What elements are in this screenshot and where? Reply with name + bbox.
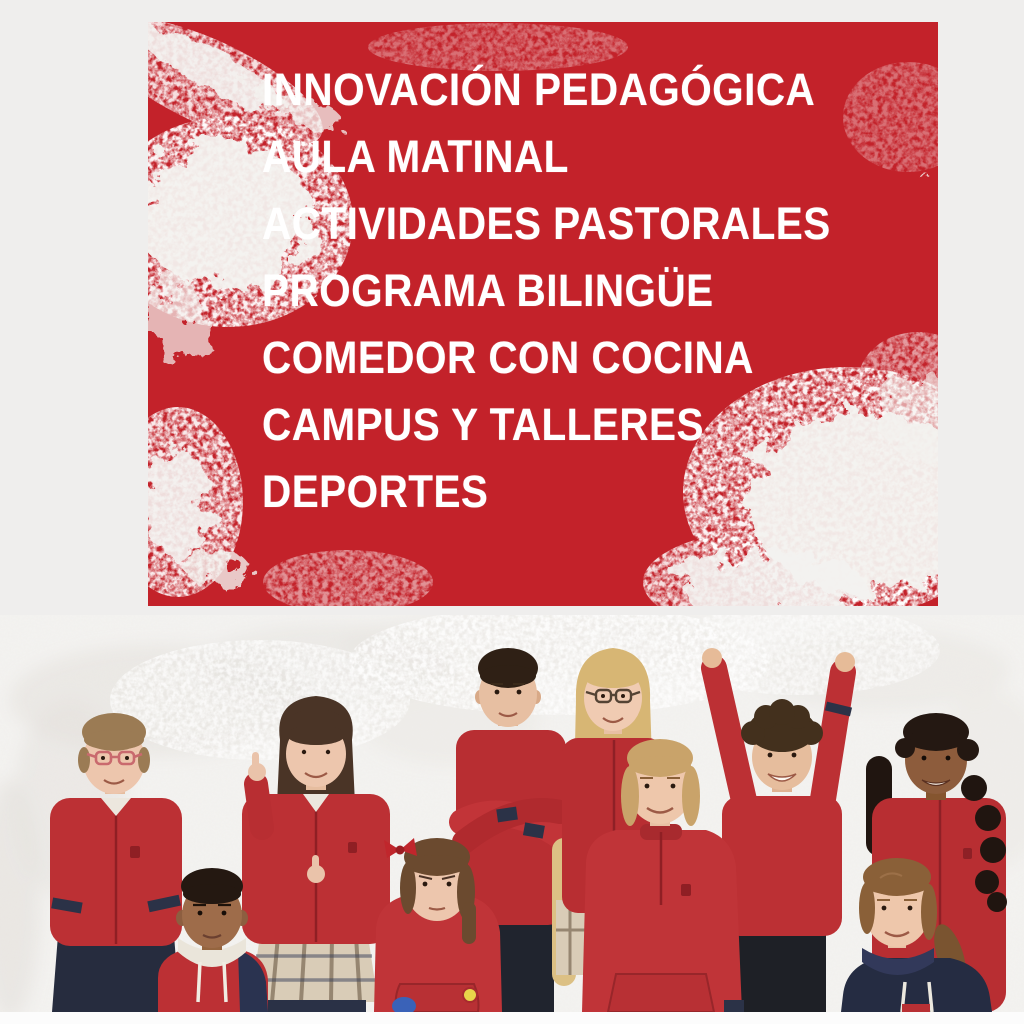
service-item: CAMPUS Y TALLERES [262,399,704,450]
service-item: DEPORTES [262,466,489,517]
services-list [262,56,894,525]
service-item: INNOVACIÓN PEDAGÓGICA [262,64,816,115]
service-item: AULA MATINAL [262,131,569,182]
service-item: PROGRAMA BILINGÜE [262,265,714,316]
red-services-banner [148,22,938,606]
bottom-margin [0,1012,1024,1024]
students-photo [0,615,1024,1012]
service-item: COMEDOR CON COCINA [262,332,754,383]
service-item: ACTIVIDADES PASTORALES [262,198,831,249]
